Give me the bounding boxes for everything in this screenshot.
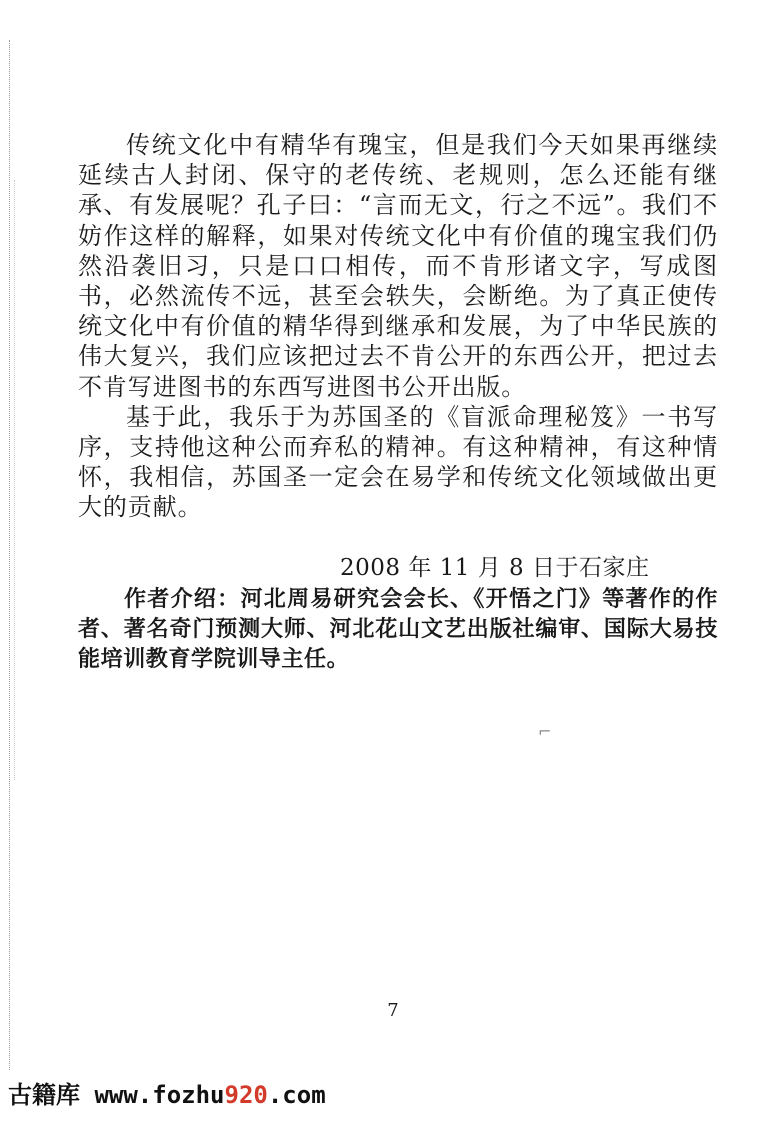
date-signature: 2008 年 11 月 8 日于石家庄	[340, 554, 650, 581]
watermark-number: 920	[224, 1081, 268, 1109]
scan-edge-line	[9, 40, 10, 1070]
paragraph-1: 传统文化中有精华有瑰宝，但是我们今天如果再继续延续古人封闭、保守的老传统、老规则，怎么还能有继承、有发展呢？孔子曰：“言而无文，行之不远”。我们不妨作这样的解释，如果对传统文化中有价值的瑰宝我们仍然沿袭旧习，只是口口相传，而不肯形诸文字，写成图书，必然流传不远，甚至会轶失，会断绝。为了真正使传统文化中有价值的精华得到继承和发展，为了中华民族的伟大复兴，我们应该把过去不肯公开的东西公开，把过去不肯写进图书的东西写进图书公开出版。	[78, 131, 718, 401]
scan-edge-line-inner	[14, 180, 15, 780]
site-watermark	[8, 1080, 326, 1110]
scan-speck-mark: ⌐	[538, 722, 552, 741]
watermark-suffix: .com	[267, 1081, 326, 1109]
page-body	[78, 130, 718, 675]
watermark-prefix: 古籍库 www.fozhu	[8, 1081, 225, 1109]
author-introduction: 作者介绍：河北周易研究会会长、《开悟之门》等著作的作者、著名奇门预测大师、河北花山文艺出版社编审、国际大易技能培训教育学院训导主任。	[78, 586, 718, 672]
paragraph-2: 基于此，我乐于为苏国圣的《盲派命理秘笈》一书写序，支持他这种公而弃私的精神。有这种精神，有这种情怀，我相信，苏国圣一定会在易学和传统文化领域做出更大的贡献。	[78, 402, 718, 522]
page-number: 7	[387, 1000, 399, 1021]
